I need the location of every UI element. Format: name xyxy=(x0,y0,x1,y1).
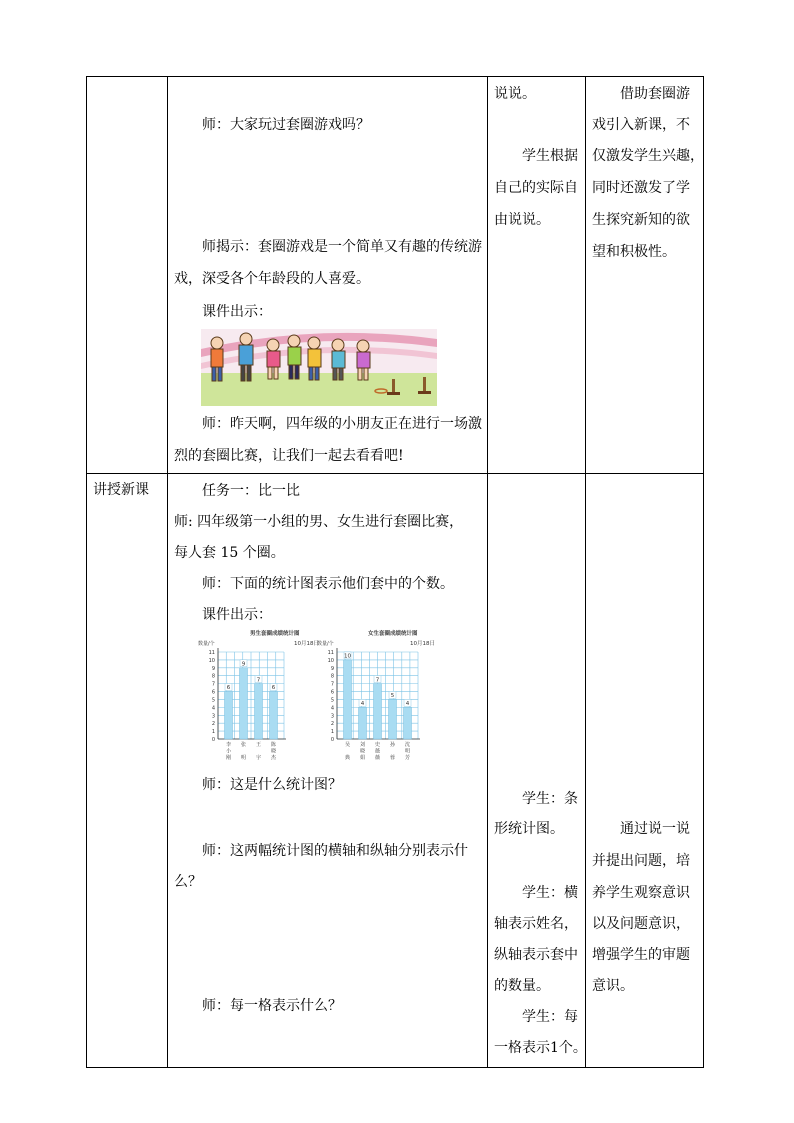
chart-bar xyxy=(255,684,263,739)
student-line: 纵轴表示套中 xyxy=(494,947,578,963)
student-line: 一格表示1个。 xyxy=(494,1040,587,1056)
chart-tick-label: 0 xyxy=(211,737,215,743)
bar-charts-svg xyxy=(198,627,435,772)
chart-tick-label: 5 xyxy=(330,697,334,704)
design-intent-cell xyxy=(586,474,704,1068)
chart-tick-label: 9 xyxy=(211,665,215,672)
chart-category-label: 刘 xyxy=(359,742,366,748)
design-intent-cell xyxy=(586,77,704,474)
teacher-line: 任务一：比一比 xyxy=(202,483,300,499)
chart-data-label: 4 xyxy=(405,701,410,708)
chart-category-label: 明 xyxy=(404,748,411,755)
chart-tick-label: 8 xyxy=(211,673,215,680)
chart-category-label: 王 xyxy=(255,742,262,748)
intent-line: 借助套圈游 xyxy=(620,86,690,102)
chart-tick-label: 4 xyxy=(211,705,215,712)
chart-category-label: 娟 xyxy=(359,755,366,761)
intent-line: 同时还激发了学 xyxy=(592,180,690,196)
intent-line: 仅激发学生兴趣， xyxy=(592,148,704,164)
chart-tick-label: 0 xyxy=(330,737,334,743)
chart-bar xyxy=(270,692,278,739)
chart-category-label: 陈 xyxy=(270,742,277,748)
intent-line: 望和积极性。 xyxy=(592,244,676,260)
table-row xyxy=(87,474,704,1068)
chart-category-label: 小 xyxy=(225,748,232,755)
chart-y-axis-label: 数量/个 xyxy=(198,641,215,647)
chart-tick-label: 1 xyxy=(330,729,334,736)
bar-charts xyxy=(198,627,435,772)
chart-tick-label: 7 xyxy=(330,681,334,688)
chart-data-label: 9 xyxy=(241,661,246,668)
chart-tick-label: 2 xyxy=(330,721,334,728)
intent-line: 以及问题意识， xyxy=(592,916,690,932)
student-line: 说说。 xyxy=(494,86,536,102)
chart-tick-label: 10 xyxy=(208,657,215,664)
chart-tick-label: 10 xyxy=(327,657,334,664)
chart-bar xyxy=(359,707,367,739)
chart-data-label: 10 xyxy=(344,653,351,660)
chart-category-label: 典 xyxy=(344,755,351,761)
chart-category-label: 史 xyxy=(374,742,381,748)
student-activity-cell xyxy=(488,77,586,474)
chart-data-label: 7 xyxy=(375,677,380,684)
intent-line: 养学生观察意识 xyxy=(592,885,690,901)
chart-y-axis-label: 数量/个 xyxy=(317,641,334,647)
student-line: 由说说。 xyxy=(494,212,550,228)
teacher-line: 师：这是什么统计图？ xyxy=(202,777,342,793)
chart-category-label: 晓 xyxy=(359,748,366,755)
teacher-line: 师：每一格表示什么？ xyxy=(202,998,342,1014)
chart-tick-label: 8 xyxy=(330,673,334,680)
chart-category-label: 刚 xyxy=(225,755,232,761)
chart-bar xyxy=(240,668,248,739)
chart-title: 男生套圈成绩统计图 xyxy=(250,631,300,637)
stage-cell xyxy=(87,77,168,474)
chart-data-label: 6 xyxy=(226,685,231,692)
chart-data-label: 6 xyxy=(271,685,276,692)
chart-category-label: 芳 xyxy=(404,755,411,761)
stage-label: 讲授新课 xyxy=(93,482,149,498)
intent-line: 通过说一说 xyxy=(620,821,690,837)
teacher-activity-cell xyxy=(168,77,488,474)
student-activity-cell xyxy=(488,474,586,1068)
intent-line: 生探究新知的欲 xyxy=(592,212,690,228)
ring-toss-illustration xyxy=(201,329,437,406)
chart-category-label: 宇 xyxy=(255,755,262,761)
teacher-line: 师：这两幅统计图的横轴和纵轴分别表示什 xyxy=(202,843,468,859)
student-line: 学生：条 xyxy=(522,791,578,807)
teacher-line: 么？ xyxy=(174,874,202,890)
chart-data-label: 7 xyxy=(256,677,261,684)
chart-bar xyxy=(374,684,382,739)
chart-tick-label: 7 xyxy=(211,681,215,688)
chart-category-label: 薇 xyxy=(374,755,381,761)
student-line: 轴表示姓名， xyxy=(494,916,578,932)
chart-date: 10月18日 xyxy=(294,641,319,647)
teacher-line: 课件出示： xyxy=(202,304,272,320)
chart-category-label: 孙 xyxy=(389,742,396,748)
teacher-line: 烈的套圈比赛，让我们一起去看看吧! xyxy=(174,448,404,464)
student-line: 的数量。 xyxy=(494,978,550,994)
intent-line: 并提出问题，培 xyxy=(592,853,690,869)
student-line: 学生：横 xyxy=(522,885,578,901)
student-line: 学生根据 xyxy=(522,148,578,164)
student-line: 自己的实际自 xyxy=(494,180,578,196)
chart-data-label: 4 xyxy=(360,701,365,708)
chart-category-label: 李 xyxy=(225,742,232,748)
student-line: 形统计图。 xyxy=(494,821,564,837)
chart-category-label: 吴 xyxy=(344,742,351,748)
chart-bar xyxy=(225,692,233,739)
chart-tick-label: 6 xyxy=(330,689,334,696)
chart-tick-label: 4 xyxy=(330,705,334,712)
chart-category-label: 杰 xyxy=(270,755,277,761)
chart-tick-label: 11 xyxy=(327,650,334,656)
chart-tick-label: 3 xyxy=(330,713,334,720)
chart-category-label: 明 xyxy=(240,755,247,761)
teacher-line: 师: 四年级第一小组的男、女生进行套圈比赛， xyxy=(174,514,464,530)
chart-category-label: 晓 xyxy=(270,748,277,755)
student-line: 学生：每 xyxy=(522,1009,578,1025)
chart-tick-label: 5 xyxy=(211,697,215,704)
chart-title: 女生套圈成绩统计图 xyxy=(368,631,418,637)
intent-line: 增强学生的审题 xyxy=(592,947,690,963)
teacher-activity-cell xyxy=(168,474,488,1068)
chart-tick-label: 3 xyxy=(211,713,215,720)
lesson-plan-table xyxy=(86,76,704,1068)
chart-data-label: 5 xyxy=(390,693,395,700)
chart-category-label: 张 xyxy=(240,742,247,748)
teacher-line: 师：大家玩过套圈游戏吗？ xyxy=(202,117,370,133)
chart-tick-label: 2 xyxy=(211,721,215,728)
chart-category-label: 沈 xyxy=(404,742,411,748)
chart-bar xyxy=(404,707,412,739)
table-row xyxy=(87,77,704,474)
intent-line: 戏引入新课，不 xyxy=(592,117,690,133)
teacher-line: 师：下面的统计图表示他们套中的个数。 xyxy=(202,576,454,592)
teacher-line: 每人套 15 个圈。 xyxy=(174,545,285,561)
chart-category-label: 蓉 xyxy=(389,755,396,761)
teacher-line: 课件出示： xyxy=(202,607,272,623)
teacher-line: 戏，深受各个年龄段的人喜爱。 xyxy=(174,271,370,287)
teacher-line: 师：昨天啊，四年级的小朋友正在进行一场激 xyxy=(202,416,482,432)
chart-tick-label: 6 xyxy=(211,689,215,696)
chart-tick-label: 9 xyxy=(330,665,334,672)
teacher-line: 师揭示：套圈游戏是一个简单又有趣的传统游 xyxy=(202,239,482,255)
chart-tick-label: 11 xyxy=(208,650,215,656)
chart-bar xyxy=(389,699,397,739)
chart-bar xyxy=(344,660,352,739)
intent-line: 意识。 xyxy=(592,978,634,994)
chart-date: 10月18日 xyxy=(410,641,435,647)
chart-tick-label: 1 xyxy=(211,729,215,736)
stage-cell xyxy=(87,474,168,1068)
chart-category-label: 薇 xyxy=(374,748,381,755)
